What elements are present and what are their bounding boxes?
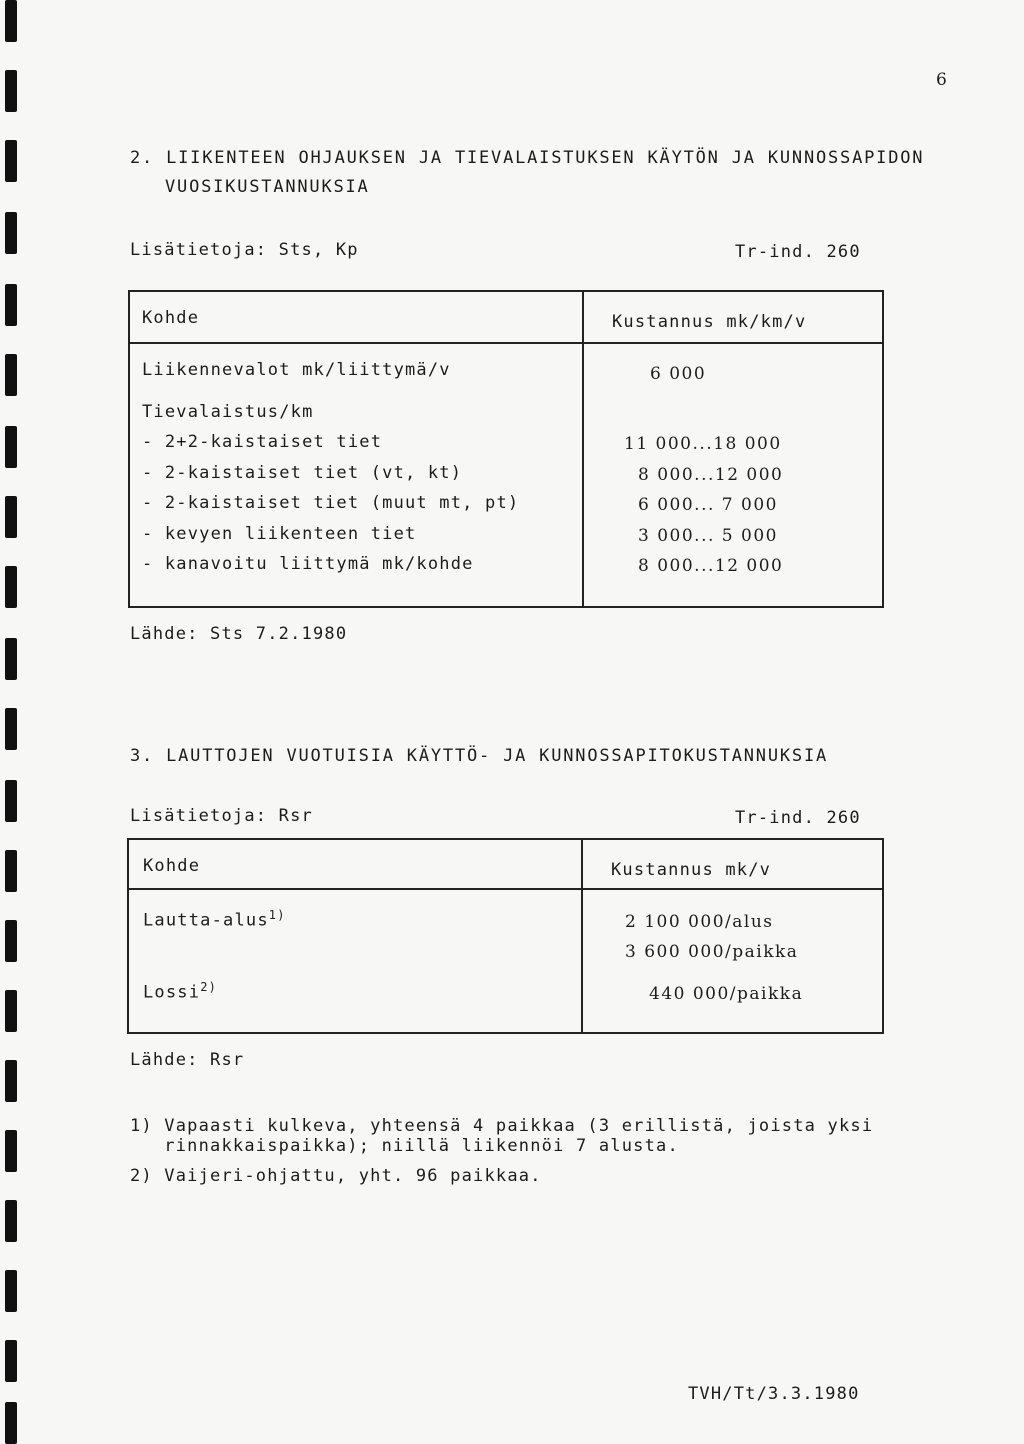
- section3-labels-cell: [128, 889, 582, 1033]
- section2-col2-header-cell: [583, 291, 883, 343]
- section3-col1-header-cell: [128, 839, 582, 889]
- section2-labels-cell: [129, 343, 583, 607]
- table-row-value: 8 000...12 000: [638, 556, 784, 576]
- section3-table: [127, 838, 884, 1034]
- section2-title-line1: 2. LIIKENTEEN OHJAUKSEN JA TIEVALAISTUKSEN KÄYTÖN JA KUNNOSSAPIDON: [130, 148, 925, 168]
- section2-source: Lähde: Sts 7.2.1980: [130, 624, 348, 644]
- section2-index: Tr-ind. 260: [735, 242, 861, 262]
- table-row-value: 6 000: [650, 364, 707, 384]
- table-row-label: - kanavoitu liittymä mk/kohde: [142, 554, 474, 574]
- ferry-vessel-label: Lautta-alus$^{1)}$: [143, 908, 286, 931]
- table-row-label: - kevyen liikenteen tiet: [142, 524, 417, 544]
- table-row-label: - 2-kaistaiset tiet (muut mt, pt): [142, 493, 520, 513]
- table-row-label: - 2-kaistaiset tiet (vt, kt): [142, 463, 463, 483]
- table-row-label: - 2+2-kaistaiset tiet: [142, 432, 383, 452]
- footnote-1-line2: rinnakkaispaikka); niillä liikennöi 7 alusta.: [130, 1136, 679, 1156]
- section2-title-line2: VUOSIKUSTANNUKSIA: [165, 177, 370, 197]
- section3-source: Lähde: Rsr: [130, 1050, 245, 1070]
- table-row-label: Liikennevalot mk/liittymä/v: [142, 360, 451, 380]
- section3-values-cell: [582, 889, 883, 1033]
- section2-col2-header: Kustannus mk/km/v: [612, 312, 807, 332]
- table-row-label: Tievalaistus/km: [142, 402, 314, 422]
- cable-ferry-value: 440 000/paikka: [649, 984, 804, 1004]
- ferry-vessel-value-per-place: 3 600 000/paikka: [625, 942, 799, 962]
- ferry-vessel-value-per-vessel: 2 100 000/alus: [625, 912, 774, 932]
- section3-title: 3. LAUTTOJEN VUOTUISIA KÄYTTÖ- JA KUNNOSSAPITOKUSTANNUKSIA: [130, 746, 829, 766]
- table-row-value: 11 000...18 000: [624, 434, 782, 454]
- section3-col2-header: Kustannus mk/v: [611, 860, 772, 880]
- section3-col1-header: Kohde: [143, 856, 201, 876]
- table-row-value: 6 000... 7 000: [638, 495, 778, 515]
- spiral-binding: [5, 0, 19, 1444]
- section3-info: Lisätietoja: Rsr: [130, 806, 313, 826]
- table-row-value: 8 000...12 000: [638, 465, 784, 485]
- document-footer: TVH/Tt/3.3.1980: [688, 1384, 860, 1404]
- cable-ferry-label: Lossi$^{2)}$: [143, 980, 218, 1003]
- footnote-1-line1: 1) Vapaasti kulkeva, yhteensä 4 paikkaa (3 erillistä, joista yksi: [130, 1116, 874, 1136]
- section3-col2-header-cell: [582, 839, 883, 889]
- footnote-2: 2) Vaijeri-ohjattu, yht. 96 paikkaa.: [130, 1166, 542, 1186]
- section2-values-cell: [583, 343, 883, 607]
- page-number: 6: [936, 70, 949, 90]
- section3-index: Tr-ind. 260: [735, 808, 861, 828]
- section2-col1-header-cell: [129, 291, 583, 343]
- section2-col1-header: Kohde: [142, 308, 200, 328]
- section2-table: [128, 290, 884, 608]
- table-row-value: 3 000... 5 000: [638, 526, 778, 546]
- section2-info: Lisätietoja: Sts, Kp: [130, 240, 359, 260]
